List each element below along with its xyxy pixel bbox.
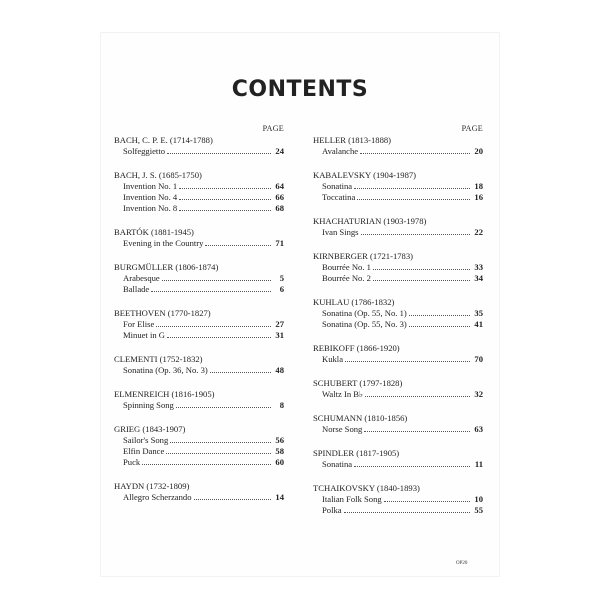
piece-title: Invention No. 8 (123, 203, 178, 213)
piece-row[interactable] (313, 459, 483, 470)
dot-leader (142, 463, 271, 465)
dot-leader (354, 187, 470, 189)
composer-name: BACH, C. P. E. (1714-1788) (114, 135, 213, 145)
page-number: 6 (279, 284, 284, 294)
composer-entry (313, 483, 483, 516)
dot-leader (176, 406, 271, 408)
composer-list (114, 135, 284, 503)
footer-code: OP20 (456, 561, 468, 566)
dot-leader (373, 279, 470, 281)
composer-entry (114, 354, 284, 376)
piece-row[interactable] (114, 284, 284, 295)
piece-title: Bourrée No. 1 (322, 262, 371, 272)
page-column-label: PAGE (461, 124, 483, 133)
piece-title: Sonatina (322, 181, 353, 191)
dot-leader (156, 325, 271, 327)
piece-title: Sonatina (Op. 36, No. 3) (123, 365, 208, 375)
composer-name: REBIKOFF (1866-1920) (313, 343, 400, 353)
piece-title: Sonatina (Op. 55, No. 1) (322, 308, 407, 318)
composer-name: KUHLAU (1786-1832) (313, 297, 395, 307)
composer-entry (114, 135, 284, 157)
composer-name: SCHUMANN (1810-1856) (313, 413, 408, 423)
toc-column-left (114, 124, 284, 516)
composer-entry (313, 378, 483, 400)
composer-entry (313, 297, 483, 330)
piece-row[interactable] (313, 262, 483, 273)
page-number: 58 (275, 446, 284, 456)
piece-row[interactable] (313, 308, 483, 319)
dot-leader (361, 233, 470, 235)
piece-row[interactable] (313, 227, 483, 238)
dot-leader (409, 325, 470, 327)
piece-row[interactable] (114, 492, 284, 503)
composer-name: SPINDLER (1817-1905) (313, 448, 400, 458)
piece-title: Spinning Song (123, 400, 174, 410)
dot-leader (354, 465, 470, 467)
piece-title: Avalanche (322, 146, 359, 156)
composer-entry (114, 389, 284, 411)
composer-name: GRIEG (1843-1907) (114, 424, 186, 434)
piece-title: Invention No. 1 (123, 181, 178, 191)
composer-name: ELMENREICH (1816-1905) (114, 389, 215, 399)
composer-entry (313, 170, 483, 203)
piece-row[interactable] (114, 365, 284, 376)
dot-leader (167, 336, 271, 338)
piece-title: For Elise (123, 319, 155, 329)
composer-entry (313, 251, 483, 284)
piece-title: Polka (322, 505, 342, 515)
page-number: 14 (275, 492, 284, 502)
page-number: 33 (474, 262, 483, 272)
piece-title: Sonatina (322, 459, 353, 469)
composer-entry (313, 413, 483, 435)
piece-row[interactable] (114, 457, 284, 468)
page-number: 18 (474, 181, 483, 191)
piece-row[interactable] (313, 192, 483, 203)
piece-title: Minuet in G (123, 330, 166, 340)
composer-name: BARTÓK (1881-1945) (114, 227, 194, 237)
dot-leader (364, 430, 470, 432)
piece-row[interactable] (114, 400, 284, 411)
dot-leader (162, 279, 271, 281)
composer-name: KIRNBERGER (1721-1783) (313, 251, 414, 261)
page-number: 34 (474, 273, 483, 283)
piece-row[interactable] (114, 446, 284, 457)
composer-entry (114, 170, 284, 214)
composer-name: KHACHATURIAN (1903-1978) (313, 216, 427, 226)
dot-leader (357, 198, 470, 200)
piece-row[interactable] (114, 192, 284, 203)
composer-name: HELLER (1813-1888) (313, 135, 392, 145)
piece-title: Ivan Sings (322, 227, 359, 237)
piece-row[interactable] (313, 146, 483, 157)
piece-row[interactable] (114, 238, 284, 249)
piece-row[interactable] (313, 354, 483, 365)
piece-title: Ballade (123, 284, 150, 294)
composer-name: BURGMÜLLER (1806-1874) (114, 262, 219, 272)
piece-title: Norse Song (322, 424, 363, 434)
piece-row[interactable] (114, 146, 284, 157)
dot-leader (409, 314, 470, 316)
composer-entry (313, 135, 483, 157)
piece-title: Toccatina (322, 192, 356, 202)
piece-row[interactable] (313, 424, 483, 435)
page-column-label: PAGE (262, 124, 284, 133)
piece-title: Allegro Scherzando (123, 492, 192, 502)
piece-row[interactable] (114, 203, 284, 214)
page-number: 20 (474, 146, 483, 156)
piece-row[interactable] (313, 273, 483, 284)
dot-leader (205, 244, 271, 246)
composer-entry (313, 448, 483, 470)
page-number: 8 (279, 400, 284, 410)
composer-entry (114, 424, 284, 468)
dot-leader (210, 371, 271, 373)
page-number: 31 (275, 330, 284, 340)
piece-row[interactable] (114, 435, 284, 446)
dot-leader (360, 152, 470, 154)
page-number: 60 (275, 457, 284, 467)
page-number: 68 (275, 203, 284, 213)
dot-leader (344, 511, 470, 513)
dot-leader (170, 441, 271, 443)
piece-row[interactable] (313, 181, 483, 192)
dot-leader (373, 268, 470, 270)
composer-name: BEETHOVEN (1770-1827) (114, 308, 211, 318)
composer-name: HAYDN (1732-1809) (114, 481, 190, 491)
page-number: 11 (474, 459, 483, 469)
page-number: 48 (275, 365, 284, 375)
composer-entry (313, 216, 483, 238)
dot-leader (194, 498, 272, 500)
page-number: 32 (474, 389, 483, 399)
piece-row[interactable] (114, 330, 284, 341)
piece-title: Invention No. 4 (123, 192, 178, 202)
piece-row[interactable] (313, 319, 483, 330)
piece-title: Evening in the Country (123, 238, 204, 248)
dot-leader (179, 209, 271, 211)
piece-title: Italian Folk Song (322, 494, 382, 504)
dot-leader (167, 152, 271, 154)
page-number: 41 (474, 319, 483, 329)
page-number: 10 (474, 494, 483, 504)
composer-entry (114, 227, 284, 249)
piece-row[interactable] (114, 273, 284, 284)
dot-leader (345, 360, 470, 362)
page-number: 27 (275, 319, 284, 329)
page-number: 64 (275, 181, 284, 191)
piece-title: Arabesque (123, 273, 160, 283)
composer-entry (114, 481, 284, 503)
page-number: 66 (275, 192, 284, 202)
dot-leader (384, 500, 470, 502)
page-number: 56 (275, 435, 284, 445)
dot-leader (179, 187, 271, 189)
composer-entry (114, 262, 284, 295)
piece-title: Bourrée No. 2 (322, 273, 371, 283)
piece-title: Kukla (322, 354, 344, 364)
page-title: CONTENTS (231, 77, 369, 102)
composer-name: CLEMENTI (1752-1832) (114, 354, 203, 364)
composer-list (313, 135, 483, 516)
page-number: 63 (474, 424, 483, 434)
composer-name: KABALEVSKY (1904-1987) (313, 170, 417, 180)
piece-title: Sailor's Song (123, 435, 169, 445)
page-number: 70 (474, 354, 483, 364)
dot-leader (365, 395, 470, 397)
page-number: 22 (474, 227, 483, 237)
piece-title: Waltz In B♭ (322, 389, 364, 399)
page-number: 5 (279, 273, 284, 283)
piece-title: Solfeggietto (123, 146, 166, 156)
toc-column-right (313, 124, 483, 529)
page-number: 35 (474, 308, 483, 318)
piece-title: Puck (123, 457, 141, 467)
piece-row[interactable] (313, 494, 483, 505)
composer-entry (114, 308, 284, 341)
piece-row[interactable] (114, 319, 284, 330)
page-number: 71 (275, 238, 284, 248)
page-number: 16 (474, 192, 483, 202)
dot-leader (166, 452, 271, 454)
piece-title: Elfin Dance (123, 446, 165, 456)
composer-entry (313, 343, 483, 365)
piece-title: Sonatina (Op. 55, No. 3) (322, 319, 407, 329)
composer-name: TCHAIKOVSKY (1840-1893) (313, 483, 420, 493)
page-number: 24 (275, 146, 284, 156)
piece-row[interactable] (313, 505, 483, 516)
composer-name: BACH, J. S. (1685-1750) (114, 170, 202, 180)
piece-row[interactable] (313, 389, 483, 400)
piece-row[interactable] (114, 181, 284, 192)
dot-leader (151, 290, 271, 292)
dot-leader (179, 198, 271, 200)
composer-name: SCHUBERT (1797-1828) (313, 378, 403, 388)
page-number: 55 (474, 505, 483, 515)
